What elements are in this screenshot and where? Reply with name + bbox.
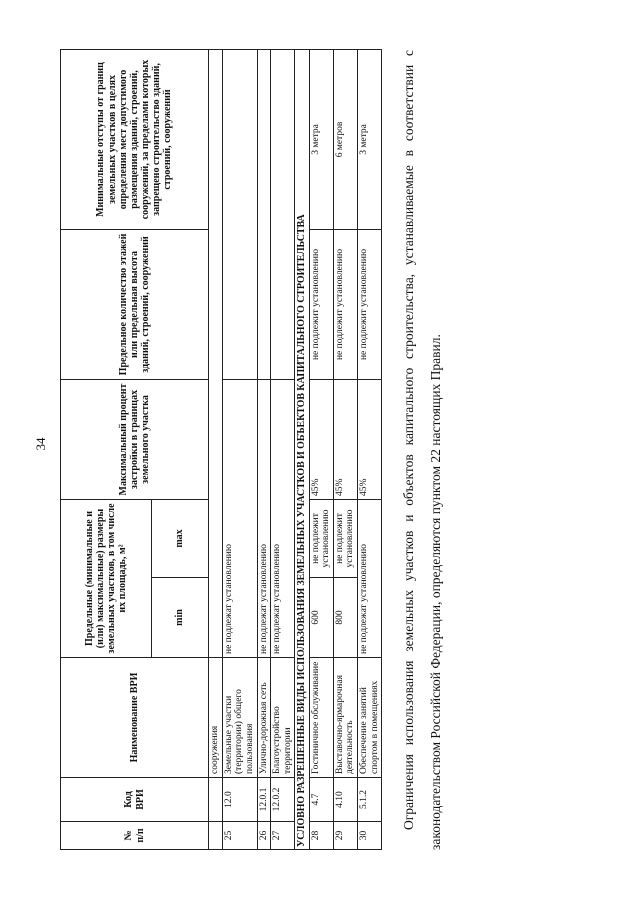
table-row <box>222 49 257 849</box>
cell-setback: 3 метра <box>358 49 382 229</box>
cell-floors: не подлежит установлению <box>333 229 357 379</box>
cell-coverage: 45% <box>358 379 382 499</box>
cell-code: 12.0 <box>222 778 257 822</box>
page-number: 34 <box>33 437 48 451</box>
header-setbacks: Минимальные отступы от границ земельных участков в целях определения мест допустимого размещения зданий, строений, сооружений, за пределами которых запрещено строительство зданий, строений, сооружений <box>61 49 209 229</box>
table-row <box>358 49 382 849</box>
cell-max: не подлежит установлению <box>309 499 333 577</box>
cell-code: 12.0.1 <box>257 778 271 822</box>
cell-name: Обеспечение занятий спортом в помещениях <box>358 658 382 778</box>
cell-num: 25 <box>222 822 257 850</box>
cell-num: 29 <box>333 822 357 850</box>
rotated-page-content <box>60 50 485 850</box>
cell-min: 600 <box>309 578 333 658</box>
header-coverage: Максимальный процент застройки в границах земельного участка <box>61 379 209 499</box>
cell-num: 26 <box>257 822 271 850</box>
cell-name: Благоустройство территории <box>271 658 295 778</box>
cell-name: Гостиничное обслуживание <box>309 658 333 778</box>
cell-merged: не подлежат установлению <box>222 379 257 657</box>
cell-num: 30 <box>358 822 382 850</box>
header-floors: Предельное количество этажей или предельная высота зданий, строений, сооружений <box>61 229 209 379</box>
cell-num: 27 <box>271 822 295 850</box>
table-row <box>309 49 333 849</box>
header-num: № п/п <box>61 822 209 850</box>
section-title: УСЛОВНО РАЗРЕШЕННЫЕ ВИДЫ ИСПОЛЬЗОВАНИЯ ЗЕМЕЛЬНЫХ УЧАСТКОВ И ОБЪЕКТОВ КАПИТАЛЬНОГО СТРОИТЕЛЬСТВА <box>295 49 309 849</box>
cell-merged: не подлежат установлению <box>358 499 382 657</box>
footnote-paragraph: Ограничения использования земельных участков и объектов капитального строительства, устанавливаемые в соответствии с законодательством Российской Федерации, определяются пунктом 22 настоящих Правил. <box>401 50 443 850</box>
cell-code: 4.10 <box>333 778 357 822</box>
cell-name: сооружения <box>209 658 223 778</box>
cell-max: не подлежит установлению <box>333 499 357 577</box>
table-row <box>257 49 271 849</box>
cell-coverage: 45% <box>309 379 333 499</box>
table-header <box>61 49 209 849</box>
cell-code: 12.0.2 <box>271 778 295 822</box>
header-code: Код ВРИ <box>61 778 209 822</box>
cell-merged: не подлежат установлению <box>257 379 271 657</box>
table-row <box>209 49 223 849</box>
cell-name: Выставочно-ярмарочная деятельность <box>333 658 357 778</box>
cell-name: Улично-дорожная сеть <box>257 658 271 778</box>
cell-floors: не подлежит установлению <box>358 229 382 379</box>
cell-merged: не подлежат установлению <box>271 379 295 657</box>
cell-setback: 3 метра <box>309 49 333 229</box>
cell-code: 5.1.2 <box>358 778 382 822</box>
cell-code: 4.7 <box>309 778 333 822</box>
header-min: min <box>152 578 209 658</box>
table-row <box>333 49 357 849</box>
table-row <box>271 49 295 849</box>
cell-setback: 6 метров <box>333 49 357 229</box>
cell-name: Земельные участки (территории) общего пользования <box>222 658 257 778</box>
cell-num: 28 <box>309 822 333 850</box>
zoning-table <box>60 49 382 850</box>
cell-coverage: 45% <box>333 379 357 499</box>
cell-min: 800 <box>333 578 357 658</box>
header-sizes: Предельные (минимальные и (или) максимальные) размеры земельных участков, в том числе их площадь, м² <box>61 499 152 657</box>
header-name: Наименование ВРИ <box>61 658 209 778</box>
section-title-row <box>295 49 309 849</box>
cell-floors: не подлежит установлению <box>309 229 333 379</box>
header-max: max <box>152 499 209 577</box>
